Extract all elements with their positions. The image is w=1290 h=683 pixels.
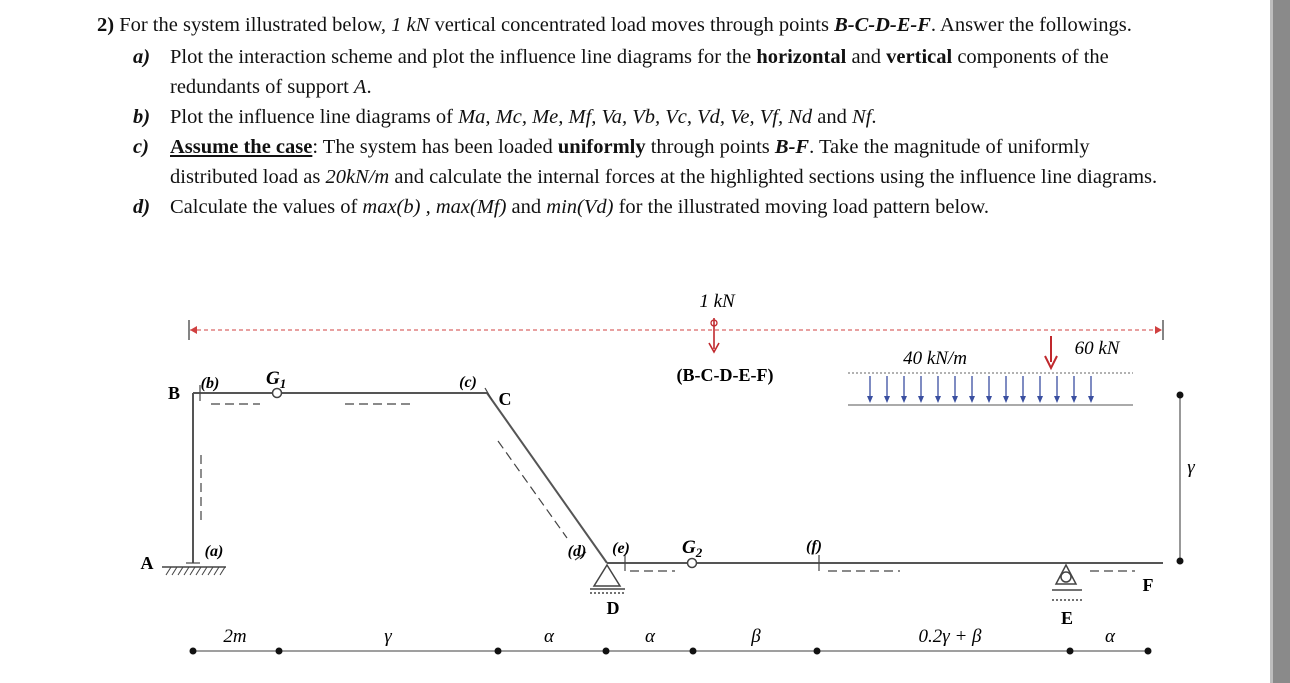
load-path-label: (B-C-D-E-F) — [676, 365, 774, 385]
pin-support-d — [590, 565, 625, 593]
sub-question-text: redundants of support — [170, 76, 354, 98]
bold-term: uniformly — [557, 136, 646, 158]
udl-arrow-head — [884, 396, 890, 403]
dimension-label: 2m — [223, 626, 247, 647]
udl-arrow-head — [1020, 396, 1026, 403]
problem-number: 2) — [97, 14, 115, 36]
point-label-a: A — [140, 553, 154, 573]
sub-question-text: and calculate the internal forces at the highlighted sections using the influence line diagrams. — [389, 166, 1158, 188]
intro-load: 1 kN — [391, 14, 430, 36]
udl-arrow-head — [918, 396, 924, 403]
point-label-f: F — [1142, 575, 1154, 595]
sub-question-text: for the illustrated moving load pattern below. — [613, 196, 990, 218]
intro-text-3: . Answer the followings. — [930, 14, 1132, 36]
section-marks — [186, 385, 819, 571]
moving-load-arrow — [677, 291, 774, 386]
support-hatch — [184, 567, 189, 575]
math-expression: min(Vd) — [546, 196, 614, 218]
sub-question-text: through points — [645, 136, 775, 158]
support-hatch — [208, 567, 213, 575]
udl-arrow-head — [1037, 396, 1043, 403]
section-label-a: (a) — [204, 543, 224, 560]
support-hatch — [172, 567, 177, 575]
udl-arrows — [867, 376, 1094, 403]
roller-support-e — [1052, 565, 1082, 600]
point-load-label: 60 kN — [1074, 338, 1120, 359]
sub-question-label: a) — [133, 46, 151, 68]
sub-question-label: c) — [133, 136, 149, 158]
sub-question-text: . Take the magnitude of uniformly — [809, 136, 1090, 158]
load-pattern — [848, 336, 1133, 405]
dimension-label: 0.2γ + β — [918, 626, 982, 647]
udl-arrow-head — [952, 396, 958, 403]
dimension-label: α — [645, 626, 655, 647]
udl-arrow-head — [969, 396, 975, 403]
udl-arrow-head — [1054, 396, 1060, 403]
point-label-c: C — [498, 389, 512, 409]
udl-arrow-head — [1071, 396, 1077, 403]
horizontal-dimension-line — [190, 626, 1152, 655]
math-expression: max(b) , max(Mf) — [362, 196, 507, 218]
math-expression: Nf — [852, 106, 872, 128]
moving-load-label: 1 kN — [699, 291, 735, 312]
point-label-e: E — [1060, 608, 1074, 628]
support-hatch — [178, 567, 183, 575]
udl-arrow-head — [1088, 396, 1094, 403]
sub-question-text: : The system has been loaded — [312, 136, 558, 158]
hinge-label-g1: $G_1$ — [266, 368, 287, 391]
section-label-e: (e) — [612, 540, 630, 557]
sub-question-text: Plot the influence line diagrams of — [170, 106, 459, 128]
sub-question-text: . — [871, 106, 877, 128]
intro-points: B-C-D-E-F — [834, 14, 931, 36]
sub-question-text: and — [846, 46, 887, 68]
bottom-fibre-lines — [201, 404, 1135, 571]
sub-question-text: . — [366, 76, 372, 98]
support-hatch — [196, 567, 201, 575]
intro-text-1: For the system illustrated below, — [119, 14, 392, 36]
sub-question-text: and — [506, 196, 547, 218]
udl-arrow-head — [901, 396, 907, 403]
moving-load-path — [189, 320, 1163, 340]
structure-members — [193, 393, 1163, 563]
bold-term: horizontal — [756, 46, 847, 68]
section-label-d: (d) — [567, 543, 587, 560]
support-hatch — [166, 567, 171, 575]
support-hatch — [220, 567, 225, 575]
sub-question-label: d) — [133, 196, 151, 218]
math-expression: Ma, Mc, Me, Mf, Va, Vb, Vc, Vd, Ve, Vf, Nd — [458, 106, 813, 128]
math-expression: 20kN/m — [325, 166, 390, 188]
point-label-b: B — [167, 383, 181, 403]
dimension-label: α — [544, 626, 554, 647]
window-scrollbar[interactable] — [1270, 0, 1290, 683]
bold-term: vertical — [886, 46, 953, 68]
support-hatch — [190, 567, 195, 575]
point-label-d: D — [606, 598, 620, 618]
sub-question-text: distributed load as — [170, 166, 326, 188]
udl-arrow-head — [1003, 396, 1009, 403]
dimension-label: γ — [384, 626, 392, 647]
sub-question-label: b) — [133, 106, 151, 128]
udl-arrow-head — [867, 396, 873, 403]
dimension-label: α — [1105, 626, 1115, 647]
udl-arrow-head — [986, 396, 992, 403]
section-label-b: (b) — [200, 375, 220, 392]
sub-question-text: Calculate the values of — [170, 196, 363, 218]
dimension-label: β — [751, 626, 761, 647]
support-symbol: A — [353, 76, 367, 98]
hinge-label-g2: $G_2$ — [682, 537, 703, 560]
sub-question-text: and — [812, 106, 853, 128]
udl-label: 40 kN/m — [903, 348, 967, 369]
bold-term: B-F — [774, 136, 810, 158]
sub-question-text: components of the — [952, 46, 1109, 68]
sub-question-text: Plot the interaction scheme and plot the influence line diagrams for the — [170, 46, 757, 68]
udl-arrow-head — [935, 396, 941, 403]
section-label-c: (c) — [459, 374, 477, 391]
right-dimension — [1177, 392, 1196, 565]
intro-text-2: vertical concentrated load moves through points — [429, 14, 835, 36]
right-dimension-label: γ — [1187, 457, 1195, 478]
underlined-term: Assume the case — [170, 136, 313, 158]
section-label-f: (f) — [806, 538, 822, 555]
support-hatch — [202, 567, 207, 575]
support-hatch — [214, 567, 219, 575]
inclined-cd — [487, 393, 607, 563]
